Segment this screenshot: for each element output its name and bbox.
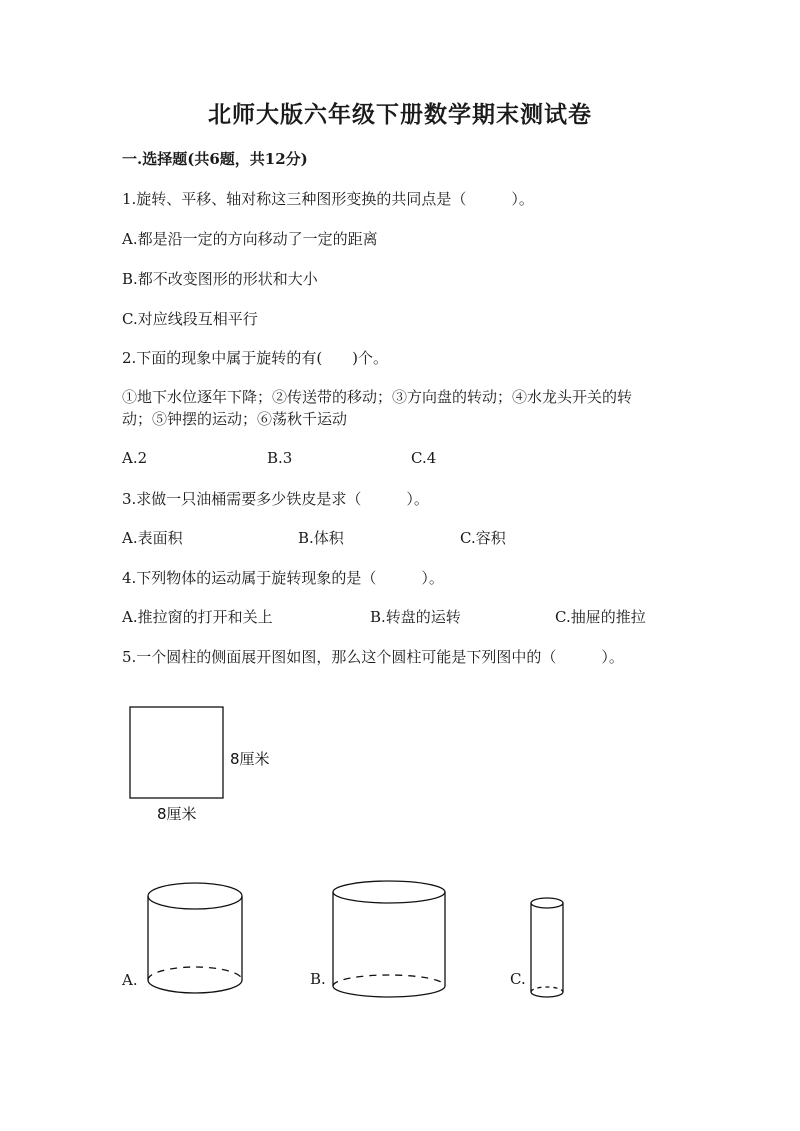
question-2-stem: 2.下面的现象中属于旋转的有( )个。 [122,349,389,367]
page-title: 北师大版六年级下册数学期末测试卷 [208,101,592,128]
question-3-stem: 3.求做一只油桶需要多少铁皮是求（ ）。 [122,490,429,508]
section-heading: 一.选择题(共6题，共12分) [122,150,308,168]
question-1-option-a: A.都是沿一定的方向移动了一定的距离 [122,230,378,248]
cylinder-c [531,898,563,997]
cylinder-b [333,881,445,997]
question-1-option-c: C.对应线段互相平行 [122,310,258,328]
question-3-option-b: B.体积 [298,529,344,547]
question-4-option-a: A.推拉窗的打开和关上 [122,608,273,626]
question-1-stem: 1.旋转、平移、轴对称这三种图形变换的共同点是（ ）。 [122,190,534,208]
question-2-detail-line-2: 动；⑤钟摆的运动；⑥荡秋千运动 [122,410,348,428]
question-3-option-a: A.表面积 [122,529,183,547]
question-2-option-c: C.4 [411,449,437,467]
net-square [130,707,223,798]
cylinder-b-label: B. [310,970,326,988]
question-2-option-b: B.3 [267,449,293,467]
question-2-detail-line-1: ①地下水位逐年下降；②传送带的移动；③方向盘的转动；④水龙头开关的转 [122,388,633,406]
net-side-label: 8厘米 [230,750,270,768]
question-4-option-c: C.抽屉的推拉 [555,608,646,626]
question-2-option-a: A.2 [122,449,148,467]
cylinder-a-label: A. [122,971,138,989]
question-4-option-b: B.转盘的运转 [370,608,461,626]
question-3-option-c: C.容积 [460,529,506,547]
net-bottom-label: 8厘米 [157,805,197,823]
question-1-option-b: B.都不改变图形的形状和大小 [122,270,318,288]
question-5-stem: 5.一个圆柱的侧面展开图如图，那么这个圆柱可能是下列图中的（ ）。 [122,648,624,666]
question-4-stem: 4.下列物体的运动属于旋转现象的是（ ）。 [122,569,444,587]
cylinder-a [148,883,242,993]
cylinder-c-label: C. [510,970,526,988]
